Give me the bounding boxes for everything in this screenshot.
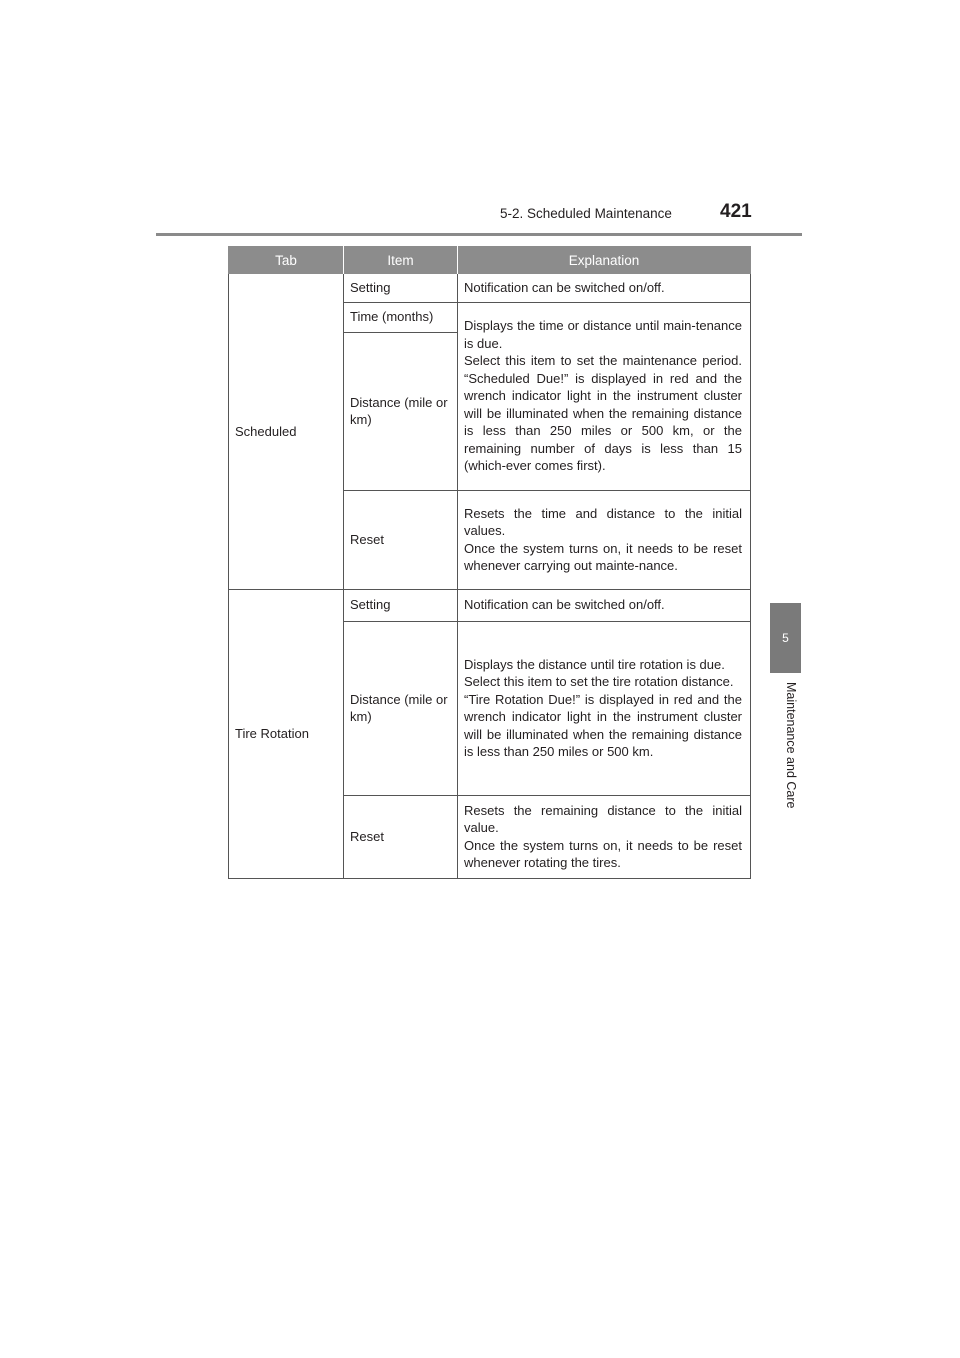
column-header-tab: Tab	[229, 246, 344, 274]
item-cell: Reset	[344, 795, 458, 878]
chapter-tab-label: Maintenance and Care	[784, 682, 798, 809]
explanation-cell	[458, 302, 751, 490]
explanation-paragraph: Resets the time and distance to the initial values.	[464, 505, 742, 538]
explanation-paragraph: Select this item to set the maintenance period. “Scheduled Due!” is displayed in red and the wrench indicator light in the instrument cluster will be illuminated when the remaining distance is less than 250 miles or 500 km, or the remaining number of days is less than 15 (which-ever comes first).	[464, 353, 742, 474]
explanation-cell	[458, 621, 751, 795]
page-number: 421	[720, 201, 752, 222]
item-cell: Distance (mile or km)	[344, 621, 458, 795]
column-header-explanation: Explanation	[458, 246, 751, 274]
table-header-row	[229, 246, 751, 274]
explanation-paragraph: Once the system turns on, it needs to be reset whenever rotating the tires.	[464, 837, 742, 870]
table-row	[229, 589, 751, 621]
column-header-item: Item	[344, 246, 458, 274]
explanation-paragraph: Displays the distance until tire rotation is due.	[464, 656, 725, 672]
section-title: 5-2. Scheduled Maintenance	[500, 206, 672, 221]
explanation-paragraph: Once the system turns on, it needs to be reset whenever carrying out mainte-nance.	[464, 540, 742, 573]
maintenance-settings-table	[228, 246, 751, 879]
item-cell: Time (months)	[344, 302, 458, 332]
item-cell: Setting	[344, 274, 458, 302]
chapter-tab-number: 5	[770, 603, 801, 673]
explanation-paragraph: Resets the remaining distance to the initial value.	[464, 802, 742, 835]
explanation-cell	[458, 490, 751, 589]
explanation-paragraph: “Tire Rotation Due!” is displayed in red and the wrench indicator light in the instrument cluster will be illuminated when the remaining distance is less than 250 miles or 500 km.	[464, 691, 742, 759]
tab-cell-tire-rotation: Tire Rotation	[229, 589, 344, 878]
explanation-paragraph: Displays the time or distance until main-tenance is due.	[464, 318, 742, 351]
item-cell: Distance (mile or km)	[344, 332, 458, 490]
table-row	[229, 274, 751, 302]
header-divider	[156, 233, 802, 236]
item-cell: Setting	[344, 589, 458, 621]
explanation-cell	[458, 795, 751, 878]
explanation-paragraph: Select this item to set the tire rotation distance.	[464, 674, 734, 689]
explanation-cell: Notification can be switched on/off.	[458, 589, 751, 621]
item-cell: Reset	[344, 490, 458, 589]
explanation-cell: Notification can be switched on/off.	[458, 274, 751, 302]
tab-cell-scheduled: Scheduled	[229, 274, 344, 589]
